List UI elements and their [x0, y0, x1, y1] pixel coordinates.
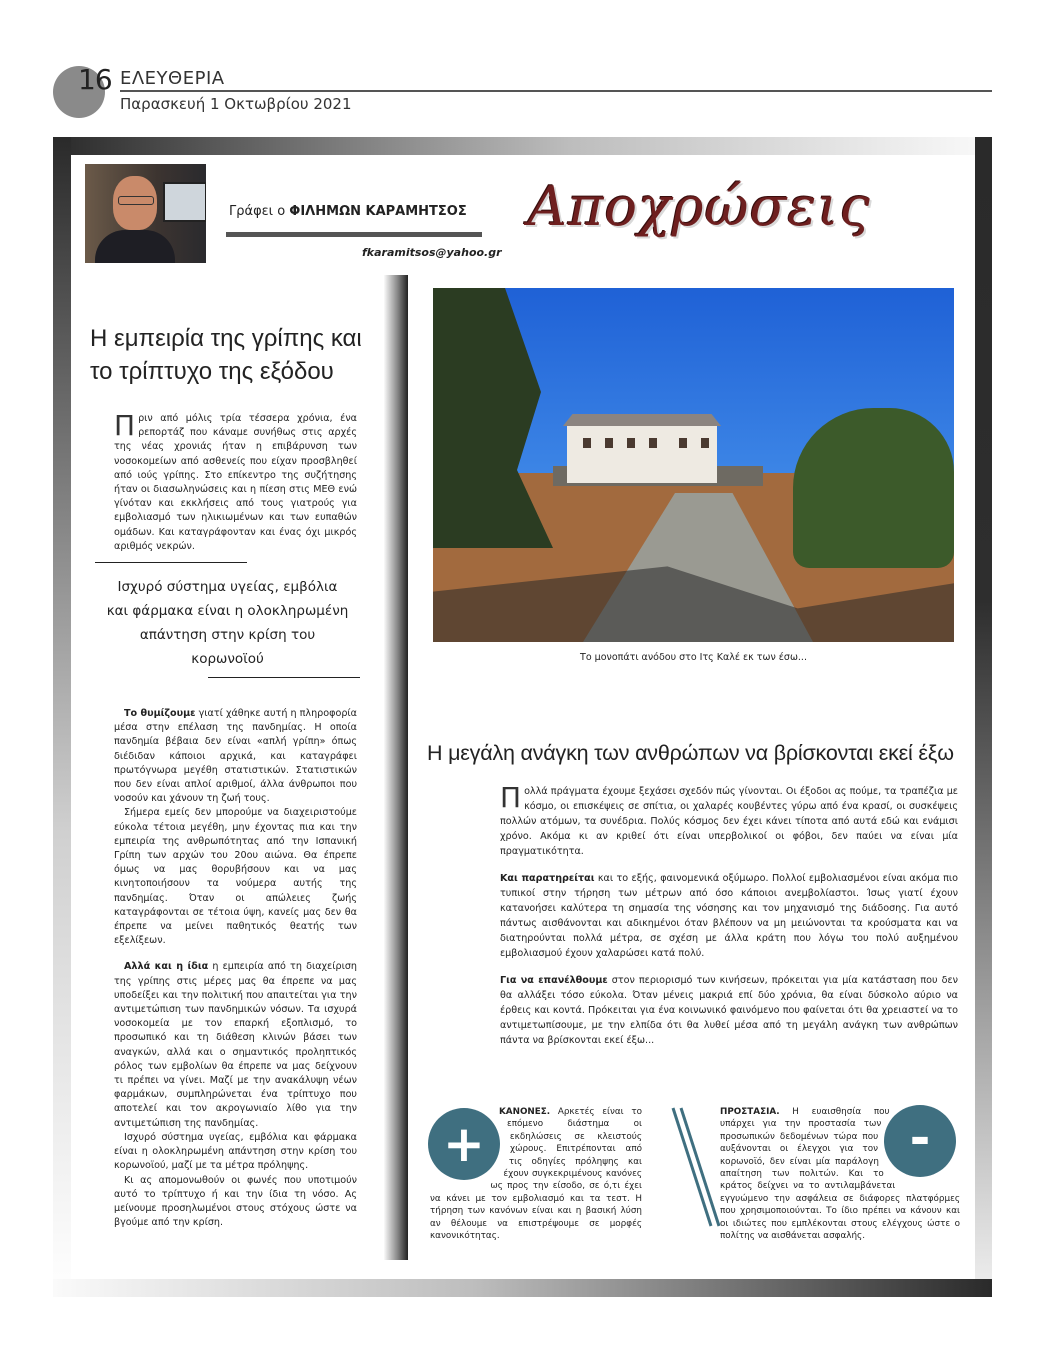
slash-separator — [669, 1106, 721, 1228]
minus-icon: - — [884, 1105, 956, 1177]
left-p3-lead: Αλλά και η ίδια — [124, 961, 209, 973]
minus-body: Η ευαισθησία που υπάρχει για την προστασία των προσωπικών δεδομένων τώρα που αυξάνονται οι έλεγχοι για τον κορωνοϊό, δεν είναι μία παράλογη απαίτηση των πολιτών. Και το κράτος δείχνει να το αντιλαμβάνεται εγγυώμενο την ασφάλεια σε διάφορες πλατφόρμες που χρησιμοποιούνται. Το ίδιο πρέπει να κάνουν και οι ιδιώτες που εμπλέκονται στους ελέγχους ώστε ο πολίτης να αισθάνεται ασφαλής. — [720, 1107, 960, 1242]
pull-quote-rule-top — [95, 562, 247, 563]
left-dropcap: Π — [114, 409, 136, 442]
pull-quote-rule-bottom — [208, 677, 360, 678]
right-article-headline: Η μεγάλη ανάγκη των ανθρώπων να βρίσκονται εκεί έξω — [427, 741, 954, 765]
pull-quote: Ισχυρό σύστημα υγείας, εμβόλια και φάρμακα είναι η ολοκληρωμένη απάντηση στην κρίση του κορωνοϊού — [106, 579, 349, 667]
author-photo — [85, 164, 206, 263]
left-article-headline — [90, 322, 380, 388]
left-p5: Κι ας απομονωθούν οι φωνές που υποτιμούν αυτό το τρίπτυχο ή και την ίδια τη νόσο. Ας μείνουμε προσηλωμένοι στους στόχους ώστε να βγούμε από την κρίση. — [114, 1174, 357, 1229]
byline-prefix: Γράφει ο — [229, 204, 290, 219]
minus-lead: ΠΡΟΣΤΑΣΙΑ. — [720, 1107, 780, 1117]
author-email[interactable]: fkaramitsos@yahoo.gr — [362, 246, 502, 259]
plus-body: Αρκετές είναι το επόμενο διάστημα οι εκδηλώσεις σε κλειστούς χώρους. Επιτρέπονται από τις οδηγίες πρόληψης και έχουν συγκεκριμένους κανόνες ως προς την είσοδο, σε ό,τι έχει να κάνει με τον εμβολιασμό και τα τεστ. Η τήρηση των κανόνων είναι και η βασική λύση αν θέλουμε να επιστρέψουμε σε μορφές κανονικότητας. — [430, 1107, 642, 1242]
right-p1-lead: Και παρατηρείται — [500, 873, 595, 884]
issue-date: Παρασκευή 1 Οκτωβρίου 2021 — [120, 95, 352, 113]
frame-bottom-bar — [53, 1279, 992, 1297]
right-dropcap: Π — [500, 781, 522, 814]
plus-icon: + — [428, 1108, 500, 1180]
left-p1-lead: Το θυμίζουμε — [124, 708, 196, 719]
left-article-intro — [114, 409, 357, 554]
frame-top-bar — [53, 137, 992, 155]
left-headline-line1: Η εμπειρία της γρίπης και — [90, 325, 362, 352]
left-p3: η εμπειρία από τη διαχείριση της γρίπης στις μέρες μας θα έπρεπε να μας υποδείξει και την πολιτική που απαιτείται για την αντιμετώπιση των πανδημικών νόσων. Τα ισχυρά νοσοκομεία με τον επαρκή εξοπλισμό, το προσωπικό και τη διάθεση κλινών βάσει των αναγκών, αλλά και ο σημαντικός προληπτικός ρόλος των εμβολίων θα έπρεπε να μας δείχνουν τι πρέπει να γίνει. Μαζί με την ανακάλυψη νέων φαρμάκων, συμπληρώνεται ένα τρίπτυχο που αποτελεί και τον ακρογωνιαίο λίθο για την αντιμετώπιση της πανδημίας. — [114, 961, 357, 1129]
author-byline — [229, 204, 467, 219]
author-name: ΦΙΛΗΜΩΝ ΚΑΡΑΜΗΤΣΟΣ — [289, 204, 467, 219]
column-logo: Αποχρώσεις — [528, 175, 871, 238]
header-rule — [120, 90, 992, 92]
right-intro: ολλά πράγματα έχουμε ξεχάσει σχεδόν πώς γίνονται. Οι έξοδοι ας πούμε, τα τραπέζια με κόσμο, οι επισκέψεις σε σπίτια, οι χαλαρές κουβέντες γύρω από ένα κρασί, οι συσκέψεις πολλών ατόμων, τα συνέδρια. Πολύς κόσμος δεν έχει κάνει τίποτα από αυτά εδώ και ενάμισι χρόνο. Ακόμα κι αν κριθεί ότι είναι υπερβολικοί οι φόβοι, δεν παύει να είναι μία πραγματικότητα. — [500, 786, 958, 857]
author-rule — [226, 232, 482, 237]
left-p4: Ισχυρό σύστημα υγείας, εμβόλια και φάρμακα είναι η ολοκληρωμένη απάντηση στην κρίση του κορωνοϊού, μαζί με τα μέτρα πρόληψης. — [114, 1131, 357, 1172]
plus-lead: ΚΑΝΟΝΕΣ. — [498, 1107, 551, 1117]
photo-caption: Το μονοπάτι ανόδου στο Ιτς Καλέ εκ των έσω... — [580, 652, 807, 663]
right-p2: στον περιορισμό των κινήσεων, πρόκειται για μία κατάσταση που δεν θα αλλάξει τόσο εύκολα. Όταν μένεις μακριά επί δύο χρόνια, θα είναι δύσκολο αύριο να έρθεις και κοντά. Πρόκειται για ένα κοινωνικό φαινόμενο που φαίνεται ότι θα χρειαστεί να το αντιμετωπίσουμε, με την ελπίδα ότι θα λυθεί μέσα από τη μεγάλη ανάγκη των ανθρώπων πάντα να βρίσκονται εκεί έξω... — [500, 975, 958, 1046]
left-intro-text: ριν από μόλις τρία τέσσερα χρόνια, ένα ρεπορτάζ που κάναμε συνήθως στις αρχές της νέας χρονιάς ήταν η επιβάρυνση των νοσοκομείων από ασθενείς που είχαν προσβληθεί από ιούς γρίπης. Στο επίκεντρο της συζήτησης ήταν οι διασωληνώσεις και η πίεση στις ΜΕΘ ενώ γίνόταν και εκκλήσεις από τους γιατρούς για εμβολιασμό των ηλικιωμένων και των ευπαθών ομάδων. Και καταγράφονταν και ένας όχι μικρός αριθμός νεκρών. — [114, 413, 357, 552]
right-p2-lead: Για να επανέλθουμε — [500, 975, 608, 986]
page-number: 16 — [78, 63, 112, 96]
newspaper-name: ΕΛΕΥΘΕΡΙΑ — [120, 68, 225, 89]
frame-right-bar — [975, 137, 992, 1297]
left-headline-line2: το τρίπτυχο της εξόδου — [90, 358, 334, 385]
column-divider — [384, 275, 408, 1260]
left-p1: γιατί χάθηκε αυτή η πληροφορία μέσα στην επέλαση της πανδημίας. Η οποία πανδημία βέβαια δεν είναι «απλή γρίπη» όπως διέδιδαν κάποιοι αρχικά, και καταγράφει πρωτόγνωρα μεγέθη στατιστικών. Στατιστικών που δεν είναι απλοί αριθμοί, άλλα άνθρωποι που νοσούν και χάνουν τη ζωή τους. — [114, 708, 357, 805]
left-article-body — [114, 707, 357, 1230]
left-p2: Σήμερα εμείς δεν μπορούμε να διαχειριστούμε εύκολα τέτοια μεγέθη, μην έχοντας πια και την εμπειρία της ανθρωπότητας από την Ισπανική Γρίπη των αρχών του 20ου αιώνα. Θα έπρεπε όμως να μας θορυβήσουν και να μας κινητοποιήσουν τα νούμερα αυτής της πανδημίας. Όταν οι απώλειες ζωής καταγράφονται σε τέτοια ύψη, κανείς μας δεν θα έπρεπε να μείνει παθητικός θεατής των εξελίξεων. — [114, 807, 357, 947]
article-photo — [433, 288, 954, 642]
frame-left-bar — [53, 137, 71, 1297]
right-article-body — [500, 781, 958, 1060]
right-p1: και το εξής, φαινομενικά οξύμωρο. Πολλοί εμβολιασμένοι είναι ακόμα πιο τυπικοί στην τήρηση των μέτρων από όσο κάποιοι ανεμβολίαστοι. Ίσως γιατί έχουν κατανοήσει καλύτερα τη σημασία της νόσησης και τον μηχανισμό της διάδοσης. Για αυτό πάντως αισθάνονται και αδικημένοι όταν βλέπουν να μη μειώνονται τα κρούσματα και να διατηρούνται πολλά μέτρα, σε σχέση με άλλα κράτη που λόγω του πολύ αυξημένου εμβολιασμού έχουν χαλαρώσει κατά πολύ. — [500, 873, 958, 959]
